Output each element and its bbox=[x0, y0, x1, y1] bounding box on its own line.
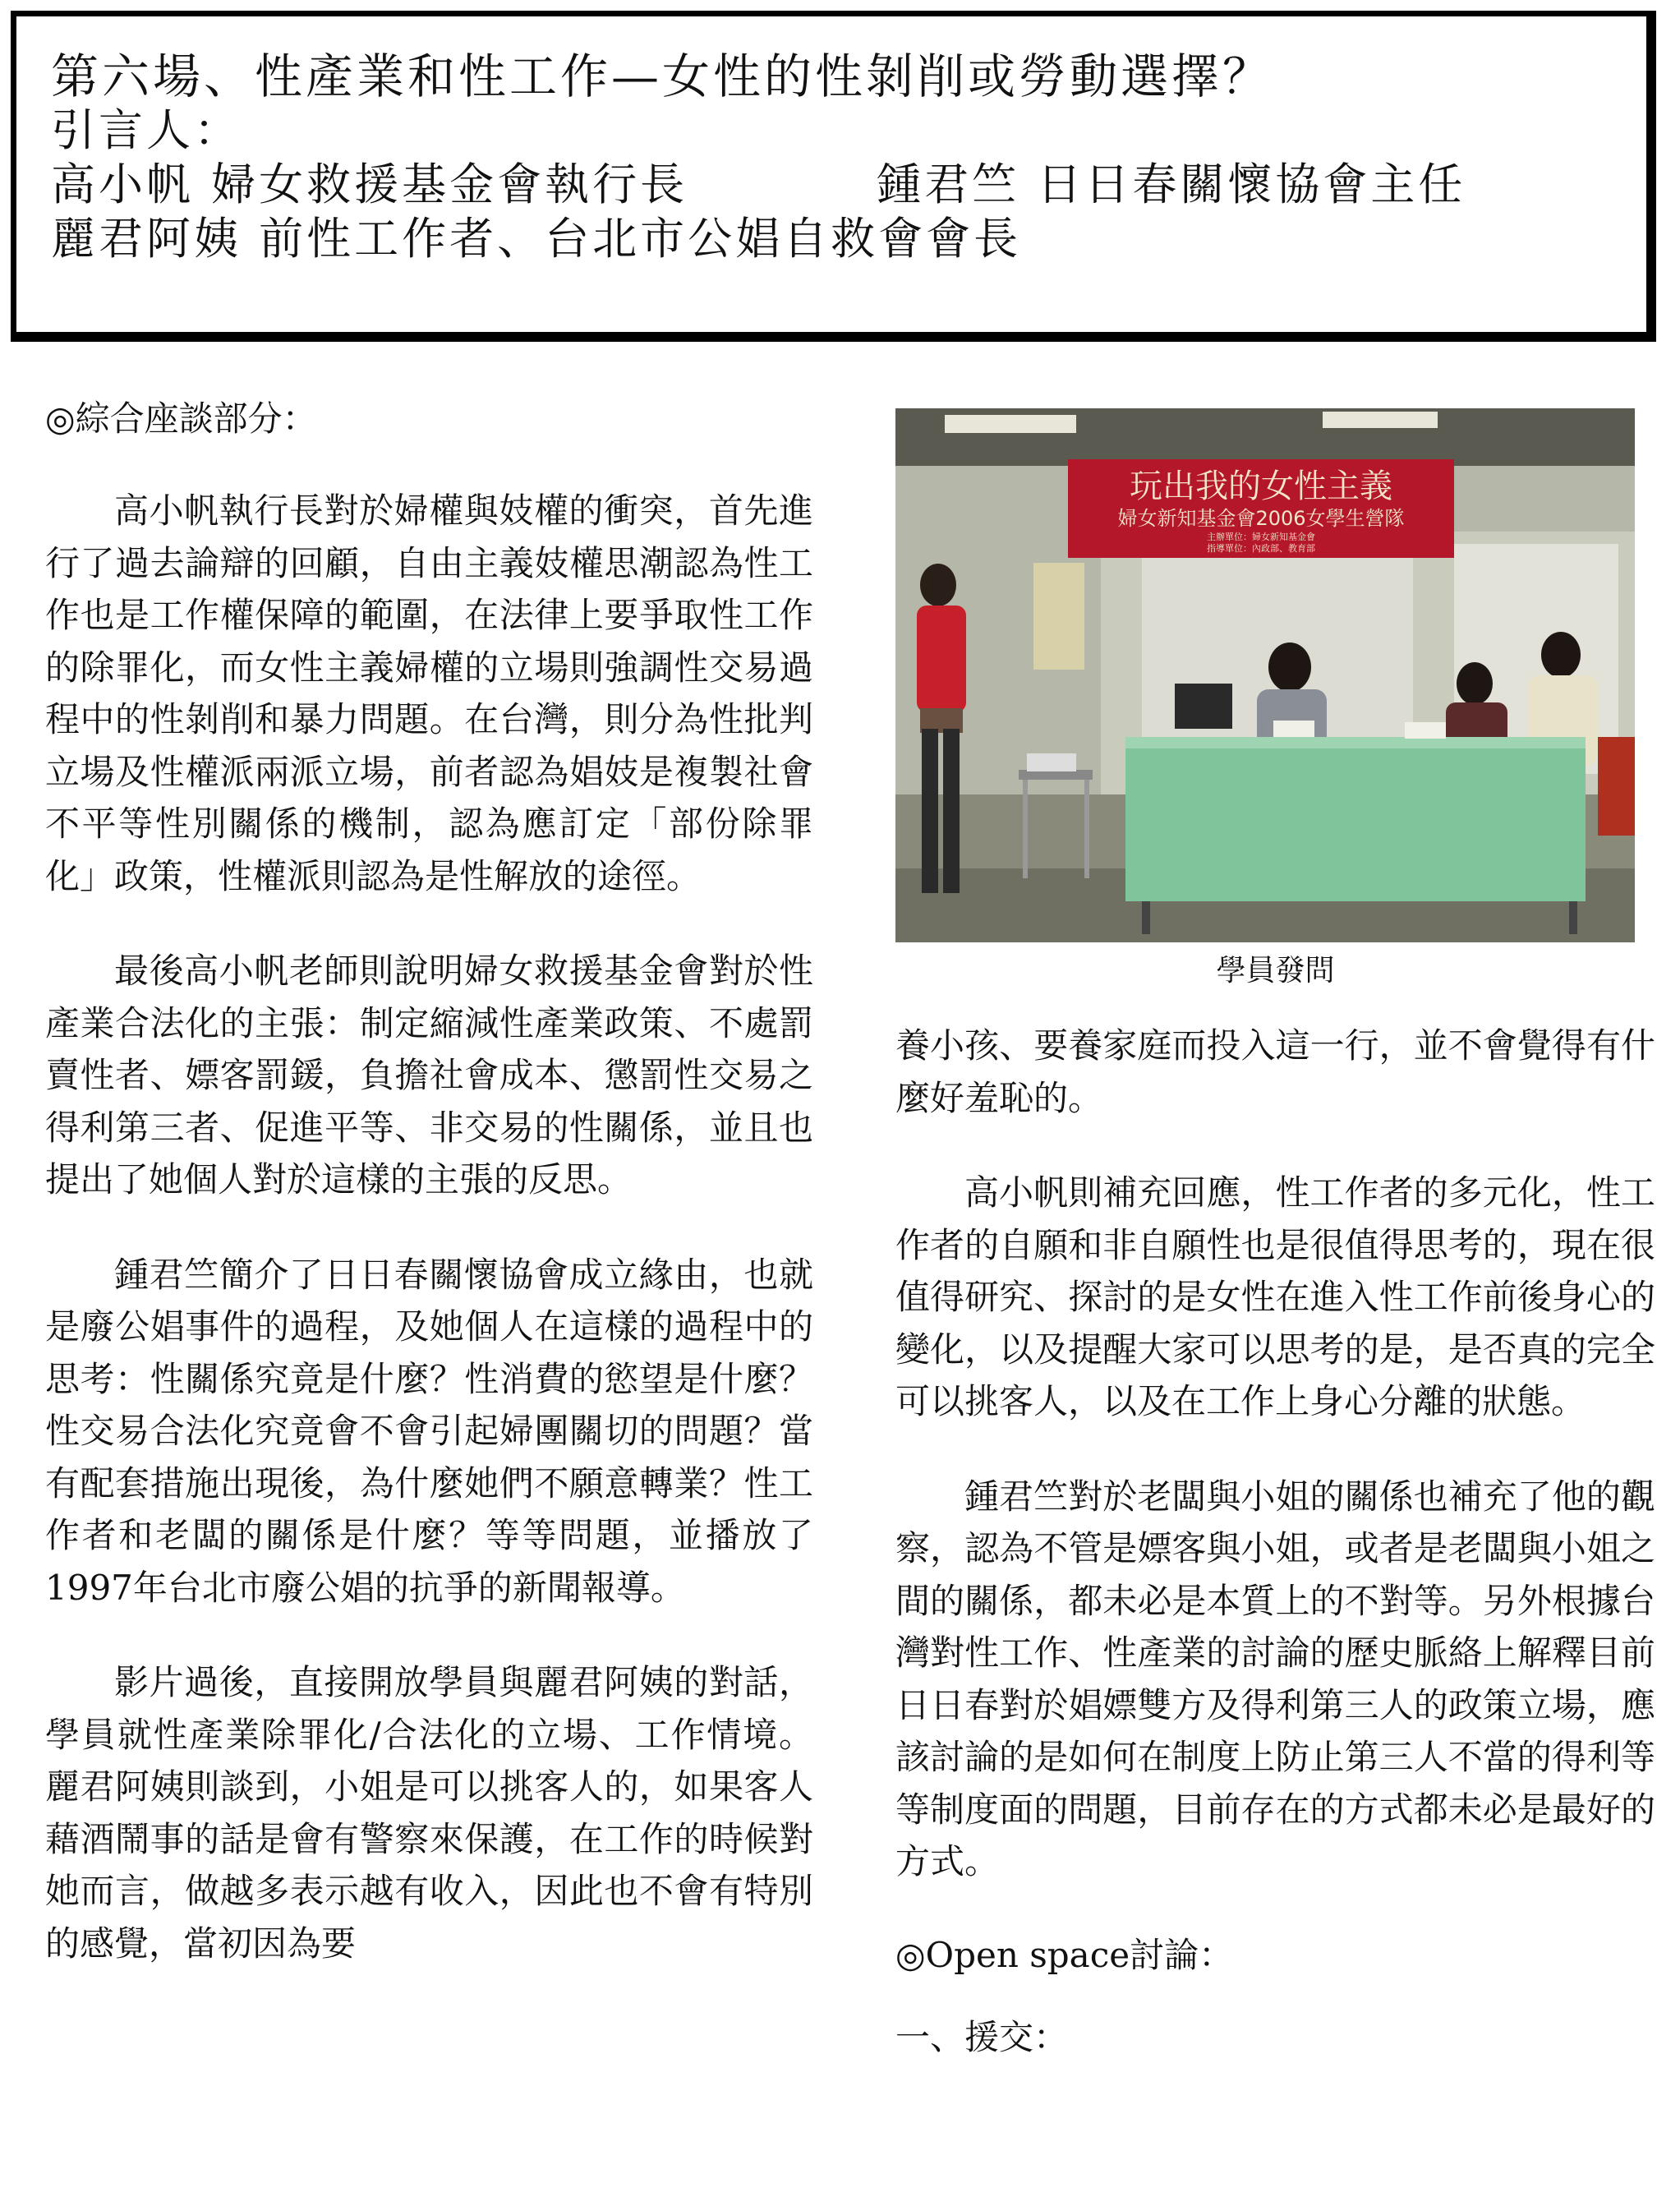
event-photo-illustration bbox=[895, 408, 1635, 942]
photo-caption: 學員發問 bbox=[1216, 954, 1335, 988]
banner-supervisor: 指導單位：內政部、教育部 bbox=[1207, 543, 1315, 554]
paragraph: 鍾君竺對於老闆與小姐的關係也補充了他的觀察，認為不管是嫖客與小姐，或者是老闆與小姐之間的關係，都未必是本質上的不對等。另外根據台灣對性工作、性產業的討論的歷史脈絡上解釋目前日日春對於娼嫖雙方及得利第三人的政策立場，應該討論的是如何在制度上防止第三人不當的得利等等制度面的問題，目前存在的方式都未必是最好的方式。 bbox=[895, 1476, 1655, 1881]
right-column bbox=[895, 408, 1655, 2103]
banner-subtitle: 婦女新知基金會2006女學生營隊 bbox=[1117, 507, 1405, 530]
session-title: 第六場、性產業和性工作—女性的性剝削或勞動選擇？ bbox=[51, 48, 1274, 104]
introducers-label: 引言人： bbox=[51, 104, 242, 156]
speaker-1: 高小帆 婦女救援基金會執行長 bbox=[51, 159, 688, 210]
speakers-row bbox=[51, 158, 1646, 212]
paragraph: 高小帆執行長對於婦權與妓權的衝突，首先進行了過去論辯的回顧，自由主義妓權思潮認為性工作也是工作權保障的範圍，在法律上要爭取性工作的除罪化，而女性主義婦權的立場則強調性交易過程中的性剝削和暴力問題。在台灣，則分為性批判立場及性權派兩派立場，前者認為娼妓是複製社會不平等性別關係的機制，認為應訂定「部份除罪化」政策，性權派則認為是性解放的途徑。 bbox=[45, 490, 813, 896]
section-label-item-one: 一、援交： bbox=[895, 2016, 1069, 2057]
paragraph: 影片過後，直接開放學員與麗君阿姨的對話，學員就性產業除罪化/合法化的立場、工作情境。麗君阿姨則談到，小姐是可以挑客人的，如果客人藉酒鬧事的話是會有警察來保護，在工作的時候對她而言，做越多表示越有收入，因此也不會有特別的感覺，當初因為要 bbox=[45, 1662, 813, 1964]
banner-title: 玩出我的女性主義 bbox=[1130, 467, 1392, 505]
paragraph: 鍾君竺簡介了日日春關懷協會成立緣由，也就是廢公娼事件的過程，及她個人在這樣的過程中的思考：性關係究竟是什麼？性消費的慾望是什麼？性交易合法化究竟會不會引起婦團關切的問題？當有配套措施出現後，為什麼她們不願意轉業？性工作者和老闆的關係是什麼？等等問題，並播放了1997年台北市廢公娼的抗爭的新聞報導。 bbox=[45, 1254, 813, 1608]
section-label-discussion: ◎綜合座談部分： bbox=[45, 398, 317, 439]
paragraph: 最後高小帆老師則說明婦女救援基金會對於性產業合法化的主張：制定縮減性產業政策、不處罰賣性者、嫖客罰鍰，負擔社會成本、懲罰性交易之得利第三者、促進平等、非交易的性關係，並且也提出了她個人對於這樣的主張的反思。 bbox=[45, 951, 813, 1200]
event-photo bbox=[895, 408, 1635, 942]
paragraph: 養小孩、要養家庭而投入這一行，並不會覺得有什麼好羞恥的。 bbox=[895, 1025, 1655, 1118]
banner-organizer: 主辦單位：婦女新知基金會 bbox=[1207, 532, 1315, 542]
speaker-2: 鍾君竺 日日春關懷協會主任 bbox=[877, 159, 1466, 210]
speaker-3: 麗君阿姨 前性工作者、台北市公娼自救會會長 bbox=[51, 213, 1022, 265]
section-label-open-space: ◎Open space討論： bbox=[895, 1934, 1234, 1975]
session-header-box bbox=[11, 11, 1656, 342]
paragraph: 高小帆則補充回應，性工作者的多元化，性工作者的自願和非自願性也是很值得思考的，現在很值得研究、探討的是女性在進入性工作前後身心的變化，以及提醒大家可以思考的是，是否真的完全可以挑客人，以及在工作上身心分離的狀態。 bbox=[895, 1172, 1655, 1421]
left-column bbox=[45, 394, 813, 2012]
